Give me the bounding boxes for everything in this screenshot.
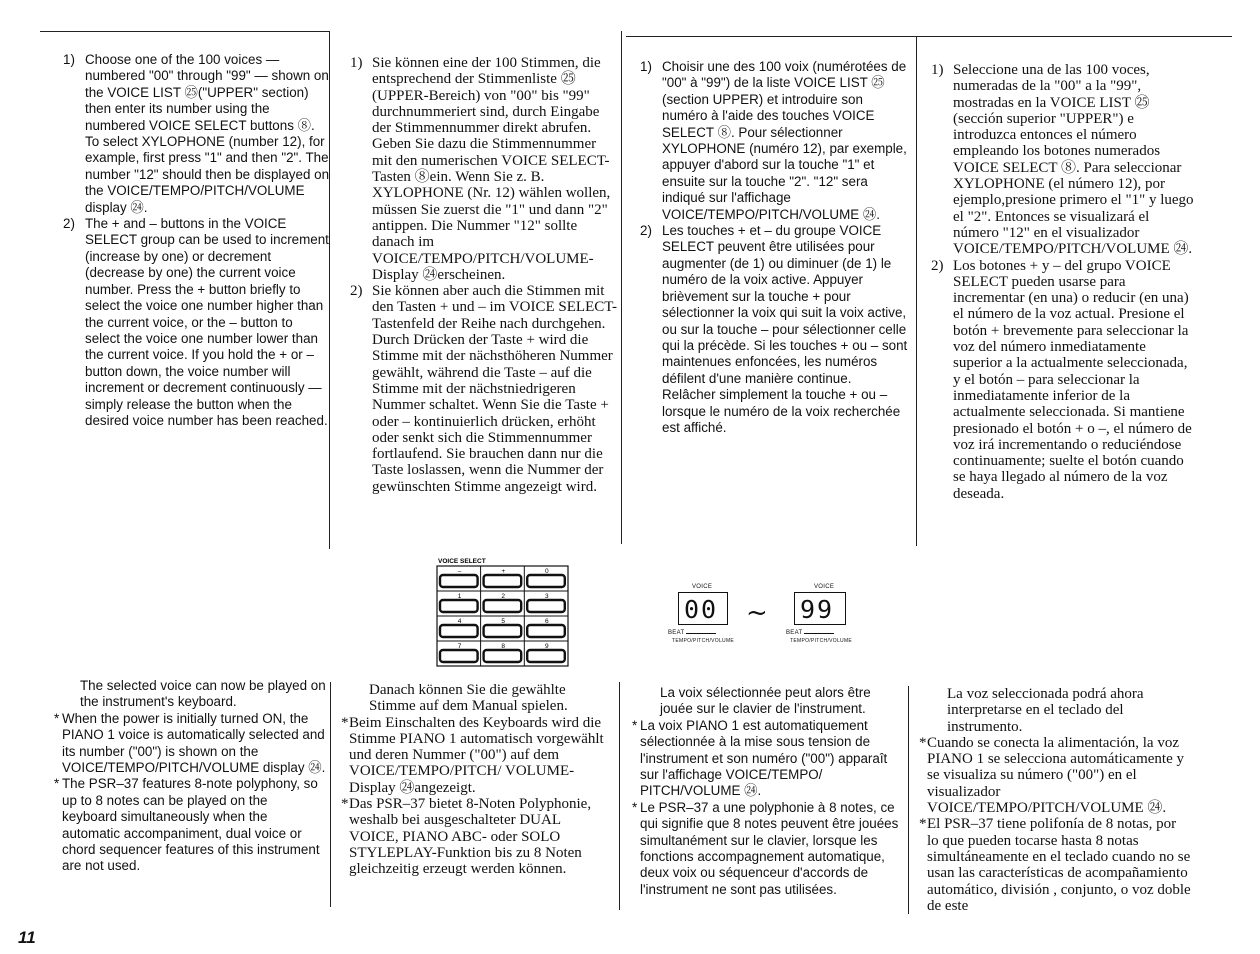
divider-1-top bbox=[329, 31, 330, 549]
right-display bbox=[794, 592, 846, 625]
french-bullet-2 bbox=[632, 800, 902, 898]
german-step-1 bbox=[350, 55, 618, 283]
step-text: Seleccione una de las 100 voces, numeradas de la "00" a la "99", mostradas en la VOICE LIST ㉕ (sección superior "UPPER") e introduzca entonces el número empleando los botones numerados VOICE SELECT ⑧. Para seleccionar XYLOPHONE (el número 12), por ejemplo,presione primero el "1" y luego el "2". Entonces se visualizará el número "12" en el visualizador VOICE/TEMPO/PITCH/VOLUME ㉔. bbox=[953, 62, 1194, 258]
right-caption: TEMPO/PITCH/VOLUME bbox=[790, 638, 853, 644]
voice-key-label: + bbox=[501, 568, 506, 575]
step-text: Choose one of the 100 voices — numbered "00" through "99" — shown on the VOICE LIST ㉕("UPPER" section) then enter its number using the numbered VOICE SELECT buttons ⑧. To select XYLOPHONE (number 12), for example, first press "1" and then "2". The number "12" should then be displayed on the VOICE/TEMPO/PITCH/VOLUME display ㉔. bbox=[85, 52, 330, 215]
french-steps bbox=[640, 59, 908, 436]
voice-key-button[interactable] bbox=[527, 625, 565, 637]
spanish-notes bbox=[919, 686, 1191, 914]
step-number: 2) bbox=[931, 257, 944, 274]
right-voice-label: VOICE bbox=[814, 584, 835, 590]
voice-key-button[interactable] bbox=[484, 650, 522, 662]
right-display-digits: 99 bbox=[800, 595, 835, 624]
english-steps bbox=[63, 52, 329, 429]
french-step-2 bbox=[640, 223, 908, 436]
step-number: 2) bbox=[63, 216, 75, 232]
top-rule-right bbox=[626, 36, 1232, 37]
voice-key-label: 0 bbox=[545, 568, 549, 575]
step-text: Sie können aber auch die Stimmen mit den Tasten + und – im VOICE SELECT-Tastenfeld der Reihe nach durchgehen. Durch Drücken der Taste + wird die Stimme mit der nächsthöheren Nummer gewählt, während die Taste – auf die Stimme mit der nächstniedrigeren Nummer schaltet. Wenn Sie die Taste + oder – kontinuierlich drücken, erhöht oder senkt sich die Stimmennummer fortlaufend. Sie brauchen dann nur die Taste loslassen, wenn die Nummer der gewünschten Stimme angezeigt wird. bbox=[372, 283, 618, 495]
voice-key-label: 7 bbox=[457, 643, 462, 650]
divider-1-bottom bbox=[330, 682, 331, 907]
german-step-2 bbox=[350, 283, 618, 495]
display-figure bbox=[668, 580, 868, 650]
german-bullet-1 bbox=[341, 715, 613, 796]
voice-key-button[interactable] bbox=[484, 625, 522, 637]
voice-key-button[interactable] bbox=[527, 650, 565, 662]
bullet-text: El PSR–37 tiene polifonía de 8 notas, por lo que pueden tocarse hasta 8 notas simultáneamente en el teclado cuando no se usan las características de acompañamiento automático, división , conjunto, o voz doble de este bbox=[927, 816, 1191, 914]
german-notes bbox=[341, 682, 613, 878]
bullet-text: Das PSR–37 bietet 8-Noten Polyphonie, weshalb bei ausgeschalteter DUAL VOICE, PIANO ABC- oder SOLO STYLEPLAY-Funktion bis zu 8 Noten gleichzeitig erzeugt werden können. bbox=[349, 796, 592, 878]
bullet-text: The PSR–37 features 8-note polyphony, so up to 8 notes can be played on the keyboard simultaneously when the automatic accompaniment, dual voice or chord sequencer features of this instrument are not used. bbox=[62, 776, 320, 874]
french-bullet-1 bbox=[632, 718, 902, 800]
bullet-mark: * bbox=[919, 734, 927, 751]
bullet-mark: * bbox=[632, 717, 638, 733]
left-voice-label: VOICE bbox=[692, 584, 713, 590]
step-text: Los botones + y – del grupo VOICE SELECT pueden usarse para incrementar (en una) o reducir (en una) el número de la voz actual. Presione el botón + brevemente para seleccionar la voz del número inmediatamente superior a la actualmente seleccionada, y el botón – para seleccionar la inmediatamente inferior de la actualmente seleccionada. Si mantiene presionado el botón + o –, el número de voz irá incrementando o reduciéndose continuamente; suelte el botón cuando se haya llegado al número de la voz deseada. bbox=[953, 257, 1192, 502]
divider-2-top bbox=[621, 31, 622, 544]
english-notes bbox=[54, 678, 326, 875]
voice-select-panel bbox=[436, 556, 570, 668]
spanish-bullet-2 bbox=[919, 816, 1191, 914]
step-text: Les touches + et – du groupe VOICE SELECT peuvent être utilisées pour augmenter (de 1) ou diminuer (de 1) le numéro de la voix active. Appuyer brièvement sur la touche + pour sélectionner la voix qui suit la voix active, ou sur la touche – pour sélectionner celle qui la précède. Si les touches + ou – sont maintenues enfoncées, les numéros défilent d'une manière continue. Relâcher simplement la touche + ou – lorsque le numéro de la voix recherchée est affiché. bbox=[662, 223, 908, 435]
english-bullet-2 bbox=[54, 776, 326, 874]
voice-key-button[interactable] bbox=[440, 650, 478, 662]
voice-select-title: VOICE SELECT bbox=[438, 558, 486, 565]
bullet-text: When the power is initially turned ON, the PIANO 1 voice is automatically selected and its number ("00") is shown on the VOICE/TEMPO/PITCH/VOLUME display ㉔. bbox=[62, 710, 326, 776]
voice-key-button[interactable] bbox=[440, 600, 478, 612]
range-separator: ~ bbox=[746, 598, 768, 628]
left-display bbox=[678, 592, 728, 625]
voice-key-label: 1 bbox=[457, 593, 462, 600]
spanish-step-2 bbox=[931, 258, 1197, 502]
spanish-steps bbox=[931, 62, 1197, 502]
voice-key-label: 2 bbox=[501, 593, 506, 600]
voice-key-button[interactable] bbox=[527, 600, 565, 612]
voice-key-button[interactable] bbox=[440, 625, 478, 637]
voice-key-label: 4 bbox=[457, 618, 462, 625]
left-beat-label: BEAT bbox=[668, 630, 685, 636]
german-bullet-2 bbox=[341, 796, 613, 877]
step-number: 1) bbox=[350, 55, 363, 71]
bullet-mark: * bbox=[54, 776, 60, 792]
bullet-mark: * bbox=[341, 714, 349, 731]
voice-key-label: 6 bbox=[545, 618, 549, 625]
bullet-text: Beim Einschalten des Keyboards wird die Stimme PIANO 1 automatisch vorgewählt und deren Nummer ("00") auf dem VOICE/TEMPO/PITCH/ VOLUME-Display ㉔angezeigt. bbox=[349, 714, 604, 796]
step-number: 1) bbox=[931, 62, 944, 78]
bullet-mark: * bbox=[341, 796, 349, 813]
left-display-digits: 00 bbox=[684, 595, 719, 624]
bullet-text: La voix PIANO 1 est automatiquement sélectionnée à la mise sous tension de l'instrument et son numéro ("00") apparaît sur l'affichage VOICE/TEMPO/ PITCH/VOLUME ㉔. bbox=[640, 717, 888, 799]
voice-key-button[interactable] bbox=[484, 575, 522, 587]
spanish-after-text: La voz seleccionada podrá ahora interpretarse en el teclado del instrumento. bbox=[947, 686, 1144, 735]
divider-3-top bbox=[916, 36, 917, 546]
english-after-text: The selected voice can now be played on the instrument's keyboard. bbox=[80, 678, 326, 710]
left-caption: TEMPO/PITCH/VOLUME bbox=[672, 638, 735, 644]
step-number: 2) bbox=[350, 283, 363, 300]
french-after-text: La voix sélectionnée peut alors être jouée sur le clavier de l'instrument. bbox=[660, 685, 871, 717]
right-beat-line bbox=[804, 633, 834, 634]
divider-3-bottom bbox=[908, 686, 909, 914]
voice-key-label: 8 bbox=[501, 643, 506, 650]
divider-2-bottom bbox=[619, 682, 620, 910]
voice-key-label: 9 bbox=[545, 643, 549, 650]
step-number: 1) bbox=[640, 59, 652, 74]
left-beat-line bbox=[686, 633, 716, 634]
spanish-bullet-1 bbox=[919, 735, 1191, 816]
bullet-mark: * bbox=[632, 799, 638, 815]
step-number: 2) bbox=[640, 223, 652, 239]
bullet-text: Le PSR–37 a une polyphonie à 8 notes, ce qui signifie que 8 notes peuvent être jouées simultanément sur le clavier, lorsque les fonctions accompagnement automatique, deux voix ou séquenceur d'accords de l'instrument ne sont pas utilisées. bbox=[640, 799, 899, 897]
bullet-text: Cuando se conecta la alimentación, la voz PIANO 1 se selecciona automáticamente y se visualiza su número ("00") en el visualizador VOICE/TEMPO/PITCH/VOLUME ㉔. bbox=[927, 734, 1184, 817]
step-text: The + and – buttons in the VOICE SELECT group can be used to increment (increase by one) or decrement (decrease by one) the current voice number. Press the + button briefly to select the voice one number higher than the current voice, or the – button to select the voice one number lower than the current voice. If you hold the + or – button down, the voice number will increment or decrement continuously — simply release the button when the desired voice number has been reached. bbox=[85, 216, 329, 428]
voice-key-button[interactable] bbox=[484, 600, 522, 612]
french-notes bbox=[632, 685, 902, 898]
bullet-mark: * bbox=[54, 710, 60, 726]
german-steps bbox=[350, 55, 618, 495]
top-rule-left bbox=[40, 31, 330, 32]
english-bullet-1 bbox=[54, 711, 326, 777]
voice-key-label: 3 bbox=[545, 593, 549, 600]
right-beat-label: BEAT bbox=[786, 630, 803, 636]
step-number: 1) bbox=[63, 52, 75, 67]
french-step-1 bbox=[640, 59, 908, 223]
english-step-2 bbox=[63, 216, 329, 429]
spanish-step-1 bbox=[931, 62, 1197, 258]
english-step-1 bbox=[63, 52, 329, 216]
step-text: Choisir une des 100 voix (numérotées de "00" à "99") de la liste VOICE LIST ㉕(section UPPER) et introduire son numéro à l'aide des touches VOICE SELECT ⑧. Pour sélectionner XYLOPHONE (numéro 12), par exemple, appuyer d'abord sur la touche "1" et ensuite sur la touche "2". "12" sera indiqué sur l'affichage VOICE/TEMPO/PITCH/VOLUME ㉔. bbox=[662, 59, 907, 222]
bullet-mark: * bbox=[919, 816, 927, 833]
voice-key-button[interactable] bbox=[527, 575, 565, 587]
german-after-text: Danach können Sie die gewählte Stimme auf dem Manual spielen. bbox=[369, 682, 568, 715]
step-text: Sie können eine der 100 Stimmen, die entsprechend der Stimmenliste ㉕(UPPER-Bereich) von "00" bis "99" durchnummeriert sind, durch Eingabe der Stimmennummer direkt abrufen. Geben Sie dazu die Stimmennummer mit den numerischen VOICE SELECT-Tasten ⑧ein. Wenn Sie z. B. XYLOPHONE (Nr. 12) wählen wollen, müssen Sie zuerst die "1" und dann "2" antippen. Die Nummer "12" sollte danach im VOICE/TEMPO/PITCH/VOLUME-Display ㉔erscheinen. bbox=[372, 55, 611, 283]
voice-key-label: 5 bbox=[501, 618, 506, 625]
voice-key-label: – bbox=[457, 568, 462, 575]
page-number: 11 bbox=[18, 928, 36, 947]
voice-key-button[interactable] bbox=[440, 575, 478, 587]
